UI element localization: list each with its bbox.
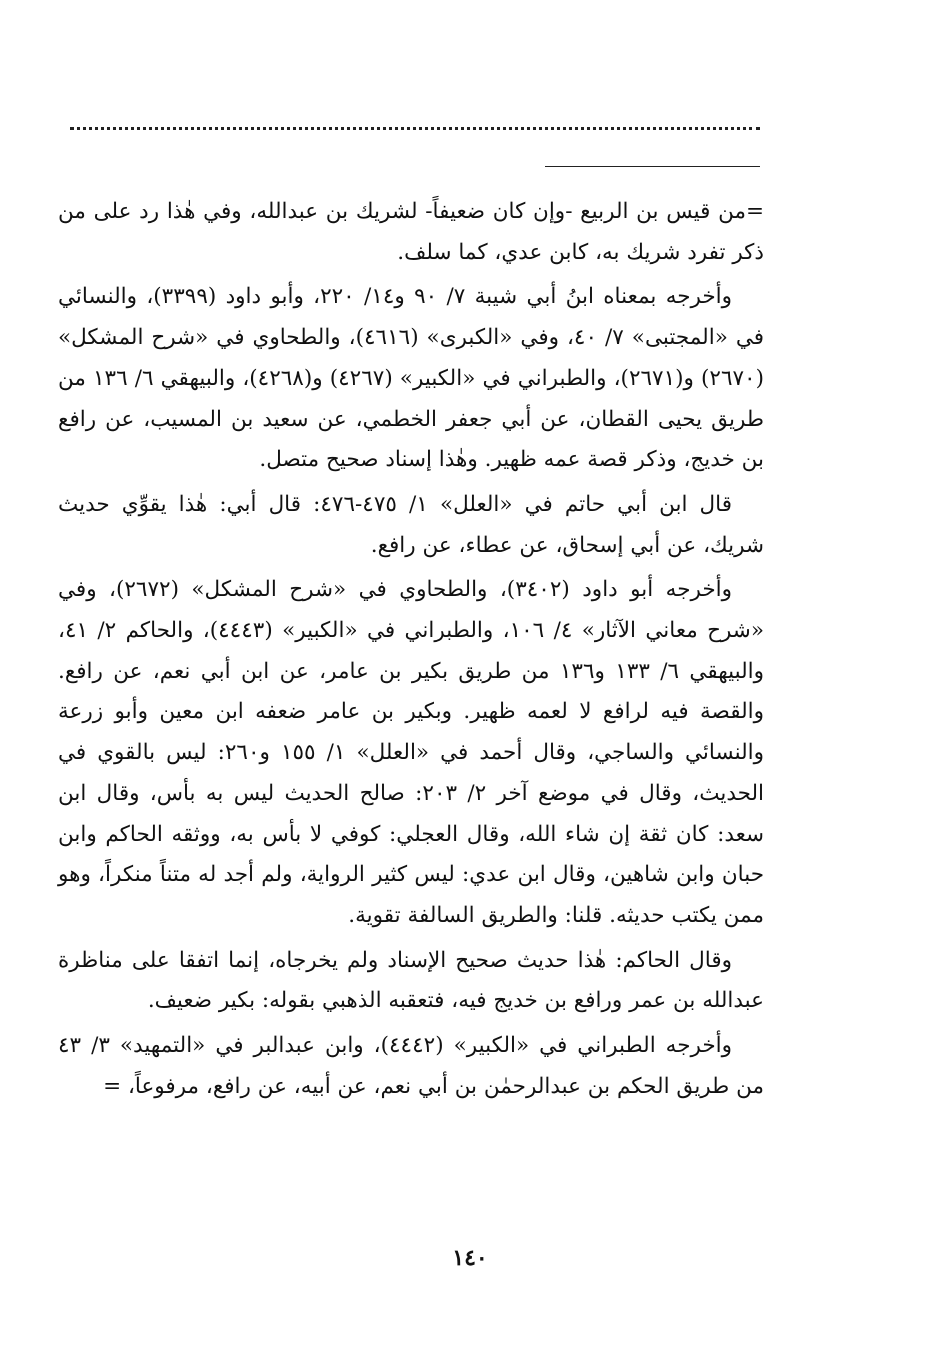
page-number: ١٤٠ bbox=[452, 1245, 488, 1271]
footnote-paragraph-2: وأخرجه بمعناه ابنُ أبي شيبة ٧/ ٩٠ و١٤/ ٢٢٠، وأبو داود (٣٣٩٩)، والنسائي في «المجتبى» ٧/ ٤٠، وفي «الكبرى» (٤٦١٦)، والطحاوي في «شرح المشكل» (٢٦٧٠) و(٢٦٧١)، والطبراني في «الكبير» (٤٢٦٧) و(٤٢٦٨)، والبيهقي ٦/ ١٣٦ من طريق يحيى القطان، عن أبي جعفر الخطمي، عن سعيد بن المسيب، عن رافع بن خديج، وذكر قصة عمه ظهير. وهٰذا إسناد صحيح متصل. bbox=[58, 284, 765, 473]
footnote-separator-line bbox=[545, 166, 760, 167]
footnote-paragraph-1: =من قيس بن الربيع -وإن كان ضعيفاً- لشريك بن عبدالله، وفي هٰذا رد على من ذكر تفرد شريك به، كابن عدي، كما سلف. bbox=[58, 199, 764, 265]
footnote-paragraph-5: وقال الحاكم: هٰذا حديث صحيح الإسناد ولم يخرجاه، إنما اتفقا على مناظرة عبدالله بن عمر ورافع بن خديج فيه، فتعقبه الذهبي بقوله: بكير ضعيف. bbox=[58, 947, 764, 1014]
footnote-paragraph-6: وأخرجه الطبراني في «الكبير» (٤٤٤٢)، وابن عبدالبر في «التمهيد» ٣/ ٤٣ من طريق الحكم بن عبدالرحمٰن بن أبي نعم، عن أبيه، عن رافع، مرفوعاً، = bbox=[58, 1033, 764, 1099]
footnote-text-block bbox=[58, 192, 764, 1111]
footnote-paragraph-4: وأخرجه أبو داود (٣٤٠٢)، والطحاوي في «شرح المشكل» (٢٦٧٢)، وفي «شرح معاني الآثار» ٤/ ١٠٦، والطبراني في «الكبير» (٤٤٤٣)، والحاكم ٢/ ٤١، والبيهقي ٦/ ١٣٣ و١٣٦ من طريق بكير بن عامر، عن ابن أبي نعم، عن رافع. والقصة فيه لرافع لا لعمه ظهير. وبكير بن عامر ضعفه ابن معين وأبو زرعة والنسائي والساجي، وقال أحمد في «العلل» ١/ ١٥٥ و٢٦٠: ليس بالقوي في الحديث، وقال في موضع آخر ٢/ ٢٠٣: صالح الحديث ليس به بأس، وقال ابن سعد: كان ثقة إن شاء الله، وقال العجلي: كوفي لا بأس به، ووثقه الحاكم وابن حبان وابن شاهين، وقال ابن عدي: ليس كثير الرواية، ولم أجد له متناً منكراً، وهو ممن يكتب حديثه. قلنا: والطريق السالفة تقوية. bbox=[58, 577, 765, 928]
dotted-separator bbox=[70, 127, 760, 130]
footnote-paragraph-3: قال ابن أبي حاتم في «العلل» ١/ ٤٧٥-٤٧٦: قال أبي: هٰذا يقوِّي حديث شريك، عن أبي إسحاق، عن عطاء، عن رافع. bbox=[58, 491, 764, 558]
